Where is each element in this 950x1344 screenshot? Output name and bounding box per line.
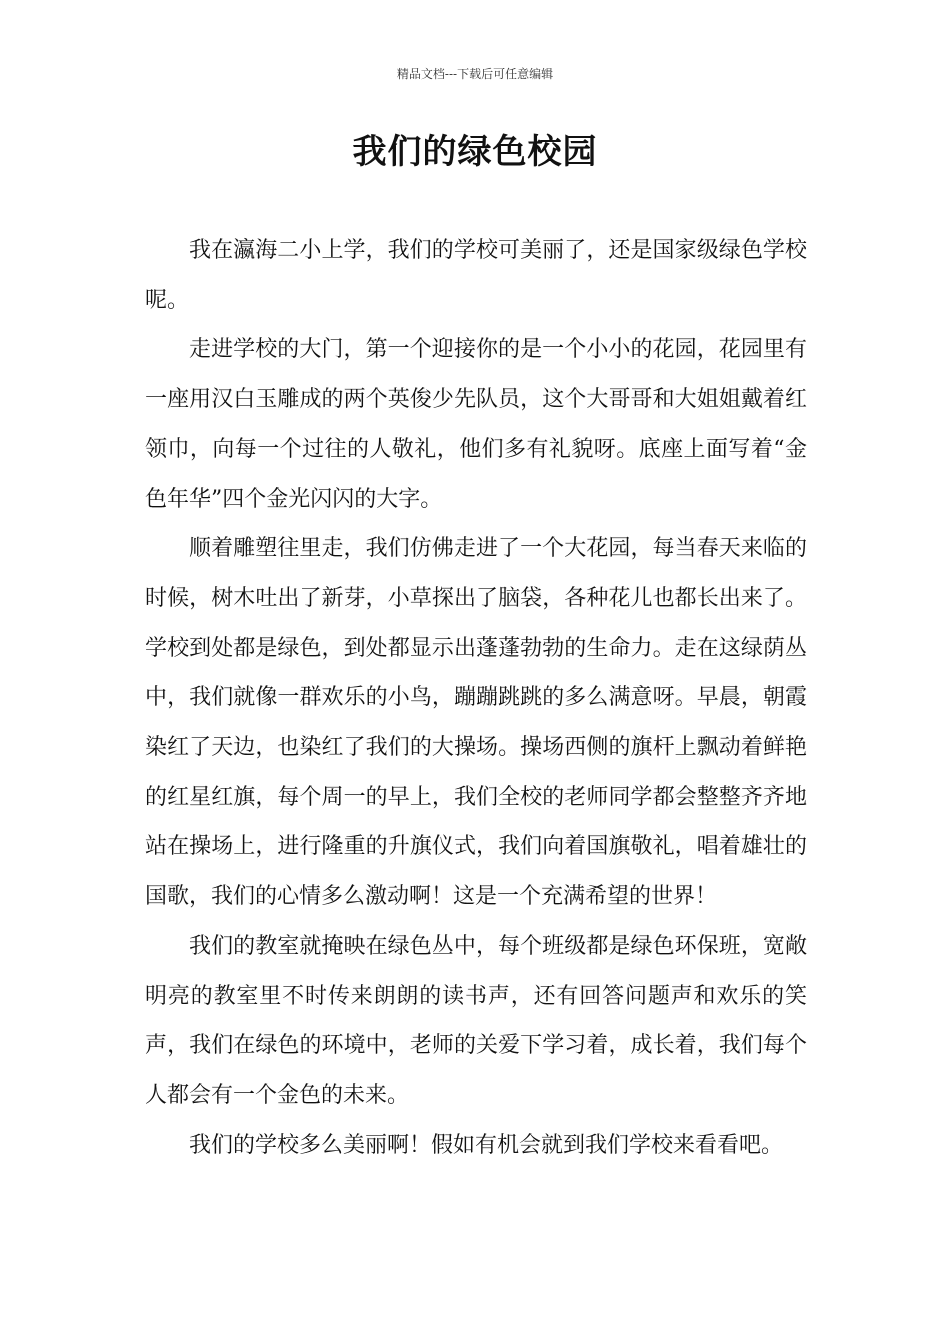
document-body — [145, 226, 807, 1170]
paragraph-4: 我们的教室就掩映在绿色丛中，每个班级都是绿色环保班，宽敞明亮的教室里不时传来朗朗的读书声，还有回答问题声和欢乐的笑声，我们在绿色的环境中，老师的关爱下学习着，成长着，我们每个人都会有一个金色的未来。 — [145, 933, 807, 1108]
paragraph-3: 顺着雕塑往里走，我们仿佛走进了一个大花园，每当春天来临的时候，树木吐出了新芽，小草探出了脑袋，各种花儿也都长出来了。学校到处都是绿色，到处都显示出蓬蓬勃勃的生命力。走在这绿荫丛中，我们就像一群欢乐的小鸟，蹦蹦跳跳的多么满意呀。早晨，朝霞染红了天边，也染红了我们的大操场。操场西侧的旗杆上飘动着鲜艳的红星红旗，每个周一的早上，我们全校的老师同学都会整整齐齐地站在操场上，进行隆重的升旗仪式，我们向着国旗敬礼，唱着雄壮的国歌，我们的心情多么激动啊！这是一个充满希望的世界！ — [145, 536, 807, 910]
document-title: 我们的绿色校园 — [352, 132, 598, 172]
header-note: 精品文档---下载后可任意编辑 — [396, 67, 554, 81]
paragraph-1: 我在瀛海二小上学，我们的学校可美丽了，还是国家级绿色学校呢。 — [145, 238, 807, 313]
paragraph-5: 我们的学校多么美丽啊！假如有机会就到我们学校来看看吧。 — [189, 1132, 784, 1158]
paragraph-2: 走进学校的大门，第一个迎接你的是一个小小的花园，花园里有一座用汉白玉雕成的两个英俊少先队员，这个大哥哥和大姐姐戴着红领巾，向每一个过往的人敬礼，他们多有礼貌呀。底座上面写着“金色年华”四个金光闪闪的大字。 — [145, 337, 807, 512]
